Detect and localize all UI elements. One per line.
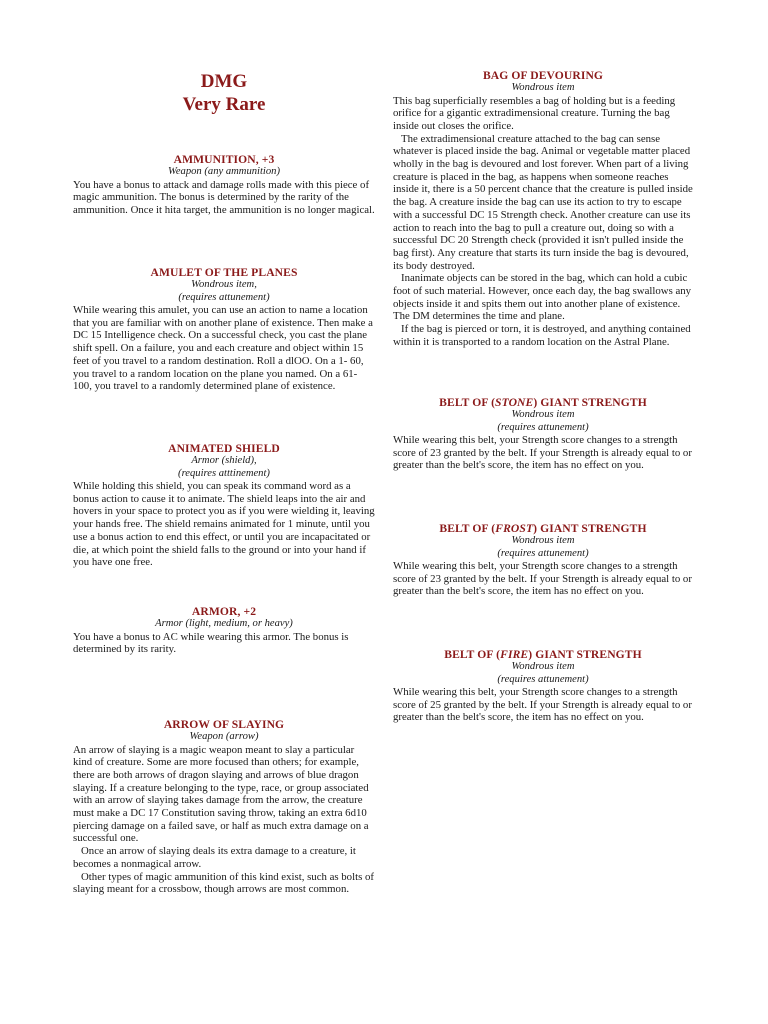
- title-source: DMG: [200, 71, 248, 92]
- entry-paragraph: Other types of magic ammunition of this kind exist, such as bolts of slaying meant for a crossbow, though arrows are most common.: [73, 870, 374, 896]
- entry-title-suffix: ) GIANT STRENGTH: [533, 522, 647, 535]
- entry-paragraph: While wearing this belt, your Strength score changes to a strength score of 23 granted by the belt. If your Strength is already equal to or greater than the belt's score, the item has no effect on you.: [393, 434, 692, 472]
- entry-type: Wondrous item: [511, 661, 575, 672]
- entry-paragraph: While holding this shield, you can speak its command word as a bonus action to cause it to animate. The shield leaps into the air and hovers in your space to protect you as if you were wielding it, leaving your hands free. The shield remains animated for 1 minute, until you use a bonus action to end this effect, or until you are incapacitated or die, at which point the shield falls to the ground or into your hand if you have one free.: [73, 480, 375, 569]
- entry-description: [73, 179, 375, 217]
- entry-type: Weapon (arrow): [189, 731, 259, 742]
- entry-belt-fire-giant: [393, 648, 693, 724]
- entry-paragraph: While wearing this belt, your Strength score changes to a strength score of 25 granted by the belt. If your Strength is already equal to or greater than the belt's score, the item has no effect on you.: [393, 686, 692, 724]
- entry-title: ANIMATED SHIELD: [168, 442, 280, 455]
- entry-description: [393, 686, 693, 724]
- entry-paragraph: The extradimensional creature attached to the bag can sense whatever is placed inside the bag. Animal or vegetable matter placed wholly in the bag is devoured and lost forever. When part of a living creature is placed in the bag, as happens when someone reaches inside it, there is a 50 percent chance that the creature is pulled inside the bag. A creature inside the bag can use its action to try to escape with a successful DC 15 Strength check. Another creature can use its action to reach into the bag to pull a creature out, doing so with a successful DC 20 Strength check (provided it isn't pulled inside the bag first). Any creature that starts its turn inside the bag is devoured, its body destroyed.: [393, 132, 693, 272]
- entry-attunement: (requires attunement): [497, 673, 589, 685]
- entry-bag-of-devouring: [393, 69, 693, 349]
- entry-type: Wondrous item: [511, 82, 575, 93]
- entry-description: [73, 304, 375, 393]
- entry-title: [393, 522, 693, 535]
- entry-belt-frost-giant: [393, 522, 693, 598]
- entry-title-giant-type: STONE: [495, 396, 534, 409]
- entry-paragraph: You have a bonus to attack and damage rolls made with this piece of magic ammunition. The bonus is determined by the rarity of the ammunition. Once it hita target, the ammunition is no longer magical.: [73, 178, 375, 216]
- entry-type: Wondrous item,: [191, 279, 257, 290]
- entry-description: [393, 95, 693, 349]
- entry-paragraph: You have a bonus to AC while wearing this armor. The bonus is determined by its rarity.: [73, 630, 349, 656]
- document-title: [73, 70, 375, 116]
- entry-title: BAG OF DEVOURING: [482, 69, 604, 82]
- entry-description: [73, 744, 375, 896]
- title-rarity: Very Rare: [182, 94, 266, 115]
- entry-title-suffix: ) GIANT STRENGTH: [528, 648, 642, 661]
- entry-amulet-of-the-planes: [73, 266, 375, 393]
- entry-paragraph: Once an arrow of slaying deals its extra damage to a creature, it becomes a nonmagical arrow.: [73, 845, 356, 870]
- entry-type: Wondrous item: [511, 535, 575, 546]
- entry-attunement: (requires atttinement): [178, 467, 270, 479]
- entry-paragraph: Inanimate objects can be stored in the bag, which can hold a cubic foot of such material. However, once each day, the bag swallows any objects inside it and spits them out into another plane of existence. The DM determines the time and plane.: [393, 272, 692, 323]
- entry-paragraph: While wearing this belt, your Strength score changes to a strength score of 23 granted by the belt. If your Strength is already equal to or greater than the belt's score, the item has no effect on you.: [393, 560, 692, 598]
- entry-animated-shield: [73, 442, 375, 569]
- entry-paragraph: An arrow of slaying is a magic weapon meant to slay a particular kind of creature. Some are more focused than others; for example, there are both arrows of dragon slaying and arrows of blue dragon slaying. If a creature belonging to the type, race, or group associated with an arrow of slaying takes damage from the arrow, the creature must make a DC 17 Constitution saving throw, taking an extra 6d10 piercing damage on a failed save, or half as much extra damage on a successful one.: [73, 743, 369, 845]
- entry-description: [73, 631, 375, 656]
- entry-paragraph: While wearing this amulet, you can use an action to name a location that you are familiar with on another plane of existence. Then make a DC 15 Intelligence check. On a successful check, you cast the plane shift spell. On a failure, you and each creature and object within 15 feet of you travel to a random destination. Roll a dlOO. On a 1- 60, you travel to a random location on the plane you named. On a 61- 100, you travel to a randomly determined plane of existence.: [73, 304, 373, 393]
- entry-title: AMMUNITION, +3: [173, 153, 275, 166]
- entry-title-prefix: BELT OF (: [439, 396, 496, 409]
- entry-attunement: (requires attunement): [497, 547, 589, 559]
- entry-belt-stone-giant: [393, 396, 693, 472]
- entry-title-prefix: BELT OF (: [444, 648, 501, 661]
- entry-title: ARROW OF SLAYING: [163, 718, 285, 731]
- entry-type: Wondrous item: [511, 409, 575, 420]
- entry-type: Armor (shield),: [191, 455, 257, 466]
- entry-description: [393, 434, 693, 472]
- entry-paragraph: This bag superficially resembles a bag of holding but is a feeding orifice for a gigantic extradimensional creature. Turning the bag inside out closes the orifice.: [393, 94, 676, 132]
- entry-title-giant-type: FROST: [495, 522, 534, 535]
- entry-paragraph: If the bag is pierced or torn, it is destroyed, and anything contained within it is transported to a random location on the Astral Plane.: [393, 323, 691, 348]
- entry-ammunition: [73, 153, 375, 217]
- entry-title: [393, 396, 693, 409]
- entry-title-suffix: ) GIANT STRENGTH: [533, 396, 647, 409]
- entry-title: ARMOR, +2: [191, 605, 257, 618]
- entry-title-prefix: BELT OF (: [439, 522, 496, 535]
- entry-title: AMULET OF THE PLANES: [150, 266, 298, 279]
- entry-title: [393, 648, 693, 661]
- entry-title-giant-type: FIRE: [500, 648, 529, 661]
- entry-type: Weapon (any ammunition): [167, 166, 280, 177]
- entry-armor: [73, 605, 375, 656]
- entry-arrow-of-slaying: [73, 718, 375, 896]
- entry-description: [73, 480, 375, 569]
- entry-description: [393, 560, 693, 598]
- entry-type: Armor (light, medium, or heavy): [155, 618, 293, 629]
- entry-attunement: (requires attunement): [497, 421, 589, 433]
- entry-attunement: (requires attunement): [178, 291, 270, 303]
